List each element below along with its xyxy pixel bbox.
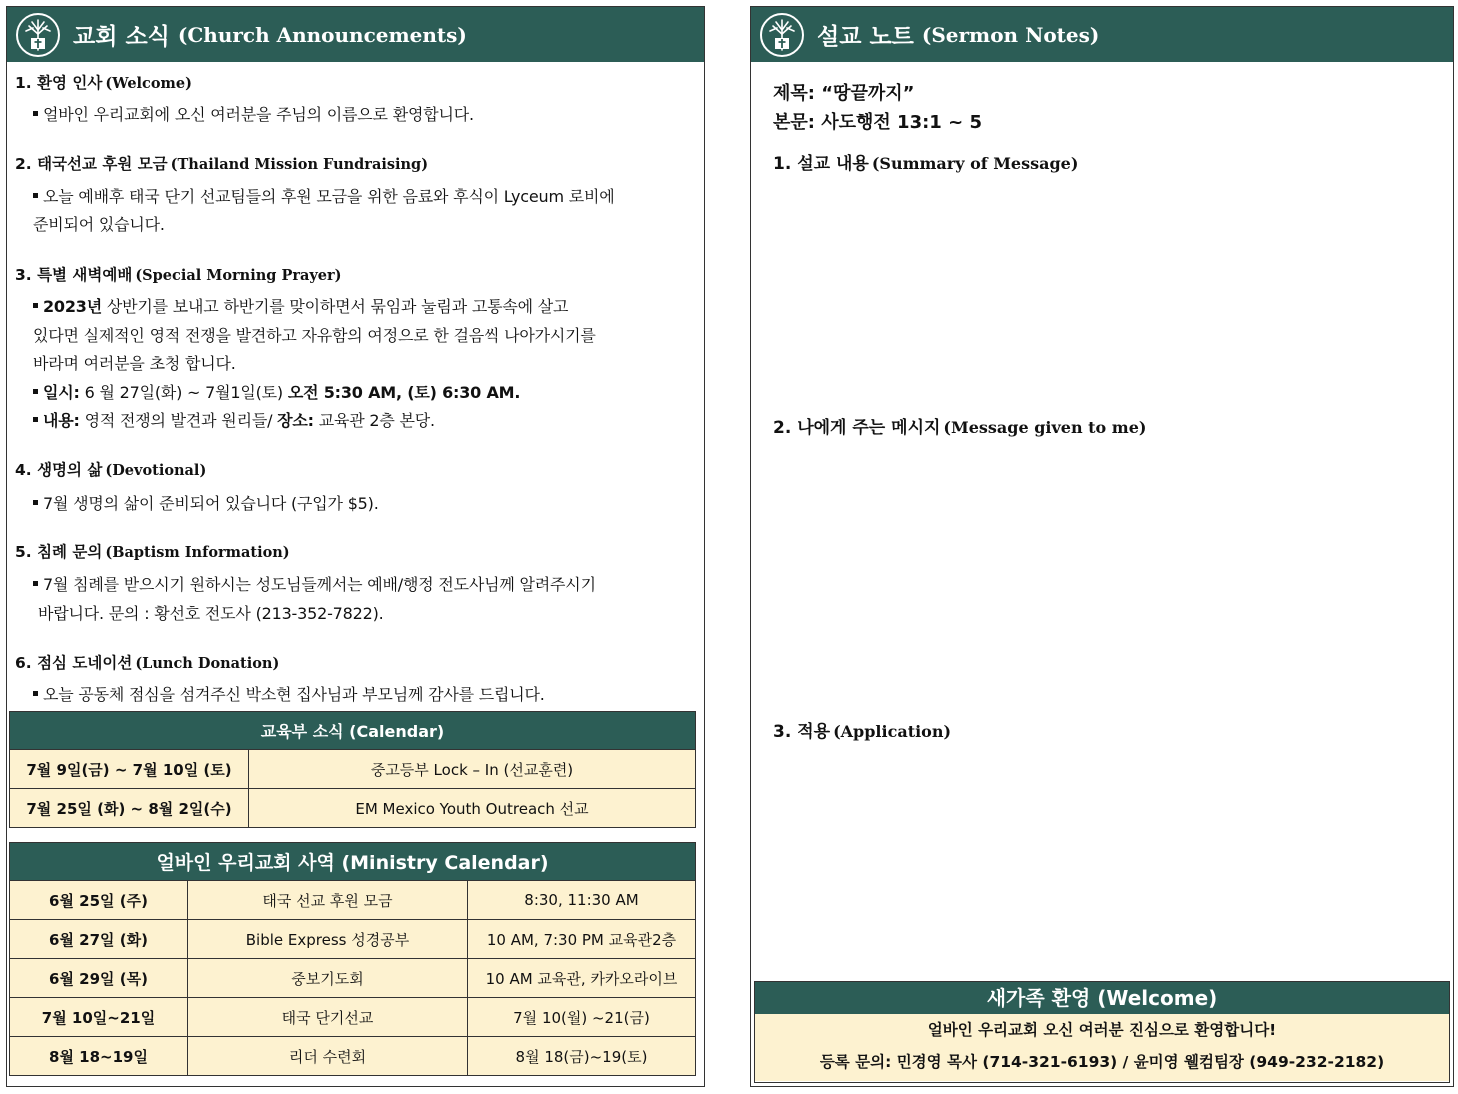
sermon-title-ko: 설교 노트 <box>817 24 914 50</box>
prayer-content-line: 내용: 영적 전쟁의 발견과 원리들/ 장소: 교육관 2층 본당. <box>33 408 435 431</box>
ministry-date-cell: 6월 29일 (목) <box>10 959 188 998</box>
section-baptism-heading: 5. 침례 문의 (Baptism Information) <box>15 543 290 561</box>
thailand-line-1: 오늘 예배후 태국 단기 선교팀들의 후원 모금을 위한 음료와 후식이 Lyceum 로비에 <box>33 184 615 207</box>
bullet-icon <box>33 417 38 422</box>
prayer-line-3: 바라며 여러분을 초청 합니다. <box>33 354 236 373</box>
calendar-event-cell: EM Mexico Youth Outreach 선교 <box>249 789 696 828</box>
tree-cross-logo-icon <box>15 12 61 58</box>
new-family-title: 새가족 환영 (Welcome) <box>755 982 1449 1014</box>
table-row <box>10 750 696 789</box>
ministry-time-cell: 8:30, 11:30 AM <box>468 881 696 920</box>
ministry-date-cell: 6월 27일 (화) <box>10 920 188 959</box>
baptism-line-2: 바랍니다. 문의 : 황선호 전도사 (213-352-7822). <box>38 604 384 623</box>
sermon-subject: 제목: “땅끝까지” <box>773 83 915 104</box>
table-row <box>10 959 696 998</box>
ministry-event-cell: 리더 수련회 <box>188 1037 468 1076</box>
ministry-time-cell: 7월 10(월) ~21(금) <box>468 998 696 1037</box>
ministry-date-cell: 7월 10일~21일 <box>10 998 188 1037</box>
welcome-line: 얼바인 우리교회에 오신 여러분을 주님의 이름으로 환영합니다. <box>33 102 474 125</box>
table-row <box>10 920 696 959</box>
new-family-contact-line: 등록 문의: 민경영 목사 (714-321-6193) / 윤미영 웰컴팀장 (949-232-2182) <box>819 1053 1385 1071</box>
ministry-time-cell: 8월 18(금)~19(토) <box>468 1037 696 1076</box>
ministry-event-cell: 중보기도회 <box>188 959 468 998</box>
baptism-line-1: 7월 침례를 받으시기 원하시는 성도님들께서는 예배/행정 전도사님께 알려주시기 <box>33 572 596 595</box>
bullet-icon <box>33 500 38 505</box>
section-morning-prayer-heading: 3. 특별 새벽예배 (Special Morning Prayer) <box>15 266 342 284</box>
tree-cross-logo-icon <box>759 12 805 58</box>
prayer-line-2: 있다면 실제적인 영적 전쟁을 발견하고 자유함의 여정으로 한 걸음씩 나아가시기를 <box>33 326 596 345</box>
table-row <box>10 789 696 828</box>
ministry-time-cell: 10 AM, 7:30 PM 교육관2층 <box>468 920 696 959</box>
bullet-icon <box>33 389 38 394</box>
table-row <box>10 1037 696 1076</box>
new-family-body <box>755 1014 1449 1081</box>
ministry-calendar-title: 얼바인 우리교회 사역 (Ministry Calendar) <box>10 843 696 881</box>
ministry-date-cell: 6월 25일 (주) <box>10 881 188 920</box>
table-row <box>10 998 696 1037</box>
ministry-calendar-table <box>9 842 696 1076</box>
calendar-event-cell: 중고등부 Lock – In (선교훈련) <box>249 750 696 789</box>
sermon-title-en: (Sermon Notes) <box>921 22 1100 47</box>
bullet-icon <box>33 691 38 696</box>
devotional-line: 7월 생명의 삶이 준비되어 있습니다 (구입가 $5). <box>33 491 379 514</box>
prayer-date-line: 일시: 6 월 27일(화) ~ 7월1일(토) 오전 5:30 AM, (토) 6:30 AM. <box>33 380 520 403</box>
bullet-icon <box>33 111 38 116</box>
sermon-application-heading: 3. 적용 (Application) <box>773 722 952 742</box>
calendar-date-cell: 7월 25일 (화) ~ 8월 2일(수) <box>10 789 249 828</box>
education-calendar-title: 교육부 소식 (Calendar) <box>10 712 696 750</box>
announcements-banner <box>7 7 704 62</box>
section-lunch-heading: 6. 점심 도네이션 (Lunch Donation) <box>15 654 280 672</box>
church-announcements-panel <box>6 6 705 1087</box>
table-row <box>10 881 696 920</box>
sermon-message-heading: 2. 나에게 주는 메시지 (Message given to me) <box>773 418 1147 438</box>
ministry-event-cell: 태국 단기선교 <box>188 998 468 1037</box>
bullet-icon <box>33 581 38 586</box>
ministry-event-cell: Bible Express 성경공부 <box>188 920 468 959</box>
new-family-line-1: 얼바인 우리교회 오신 여러분 진심으로 환영합니다! <box>927 1021 1277 1039</box>
bullet-icon <box>33 193 38 198</box>
section-welcome-heading: 1. 환영 인사 (Welcome) <box>15 74 192 92</box>
sermon-summary-heading: 1. 설교 내용 (Summary of Message) <box>773 154 1079 174</box>
announcements-title-ko: 교회 소식 <box>73 24 170 50</box>
bullet-icon <box>33 303 38 308</box>
calendar-date-cell: 7월 9일(금) ~ 7월 10일 (토) <box>10 750 249 789</box>
prayer-line-1: 2023년 상반기를 보내고 하반기를 맞이하면서 묶임과 눌림과 고통속에 살고 <box>33 294 568 317</box>
section-devotional-heading: 4. 생명의 삶 (Devotional) <box>15 461 207 479</box>
announcements-title-en: (Church Announcements) <box>177 22 467 47</box>
sermon-banner <box>751 7 1453 62</box>
ministry-event-cell: 태국 선교 후원 모금 <box>188 881 468 920</box>
thailand-line-2: 준비되어 있습니다. <box>33 215 165 234</box>
education-calendar-table <box>9 711 696 828</box>
ministry-date-cell: 8월 18~19일 <box>10 1037 188 1076</box>
sermon-notes-panel <box>750 6 1454 1087</box>
ministry-time-cell: 10 AM 교육관, 카카오라이브 <box>468 959 696 998</box>
new-family-welcome-box <box>754 981 1450 1083</box>
section-thailand-heading: 2. 태국선교 후원 모금 (Thailand Mission Fundraising) <box>15 155 429 173</box>
sermon-passage: 본문: 사도행전 13:1 ~ 5 <box>773 112 982 133</box>
lunch-line: 오늘 공동체 점심을 섬겨주신 박소현 집사님과 부모님께 감사를 드립니다. <box>33 682 545 705</box>
